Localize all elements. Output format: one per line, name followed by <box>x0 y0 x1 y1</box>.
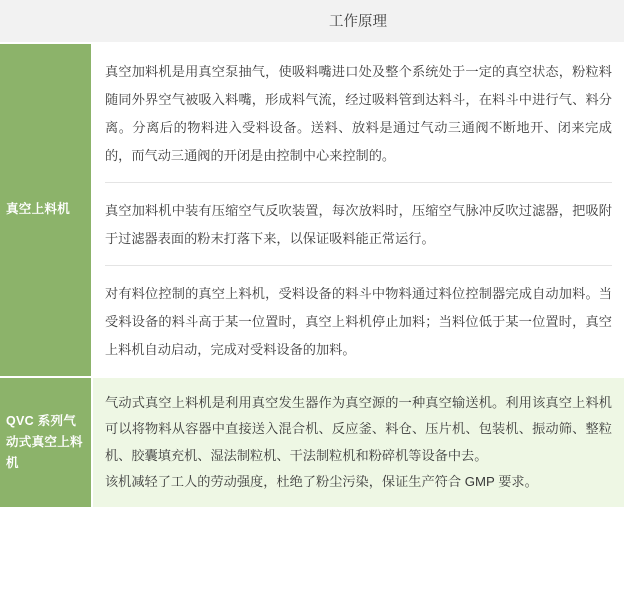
row-label-vacuum-feeder: 真空上料机 <box>0 43 92 377</box>
paragraph-text: 真空加料机是用真空泵抽气，使吸料嘴进口处及整个系统处于一定的真空状态，粉粒料随同外界空气被吸入料嘴，形成料气流，经过吸料管到达料斗，在料斗中进行气、料分离。分离后的物料进入受料设备。送料、放料是通过气动三通阀不断地开、闭来完成的，而气动三通阀的开闭是由控制中心来控制的。 <box>105 64 612 163</box>
paragraph-block <box>93 266 624 376</box>
row-label-qvc-series: QVC 系列气动式真空上料机 <box>0 377 92 509</box>
table-header-row <box>0 0 624 43</box>
paragraph-text: 该机减轻了工人的劳动强度，杜绝了粉尘污染，保证生产符合 GMP 要求。 <box>105 474 538 490</box>
header-title: 工作原理 <box>92 0 624 43</box>
paragraph-text: 对有料位控制的真空上料机，受料设备的料斗中物料通过料位控制器完成自动加料。当受料设备的料斗高于某一位置时，真空上料机停止加料；当料位低于某一位置时，真空上料机自动启动，完成对受料设备的加料。 <box>105 285 612 357</box>
paragraph-block <box>93 44 624 182</box>
row-content-vacuum-feeder <box>92 43 624 377</box>
table-row <box>0 43 624 377</box>
header-label-spacer <box>0 0 92 43</box>
paragraph-block <box>93 378 624 508</box>
paragraph-block <box>93 183 624 265</box>
paragraph-text: 真空加料机中装有压缩空气反吹装置，每次放料时，压缩空气脉冲反吹过滤器，把吸附于过滤器表面的粉末打落下来，以保证吸料能正常运行。 <box>105 202 612 246</box>
row-content-qvc-series <box>92 377 624 509</box>
table-row <box>0 377 624 509</box>
paragraph-text: 气动式真空上料机是利用真空发生器作为真空源的一种真空输送机。利用该真空上料机可以将物料从容器中直接送入混合机、反应釜、料仓、压片机、包装机、振动筛、整粒机、胶囊填充机、湿法制粒机、干法制粒机和粉碎机等设备中去。 <box>105 394 612 463</box>
